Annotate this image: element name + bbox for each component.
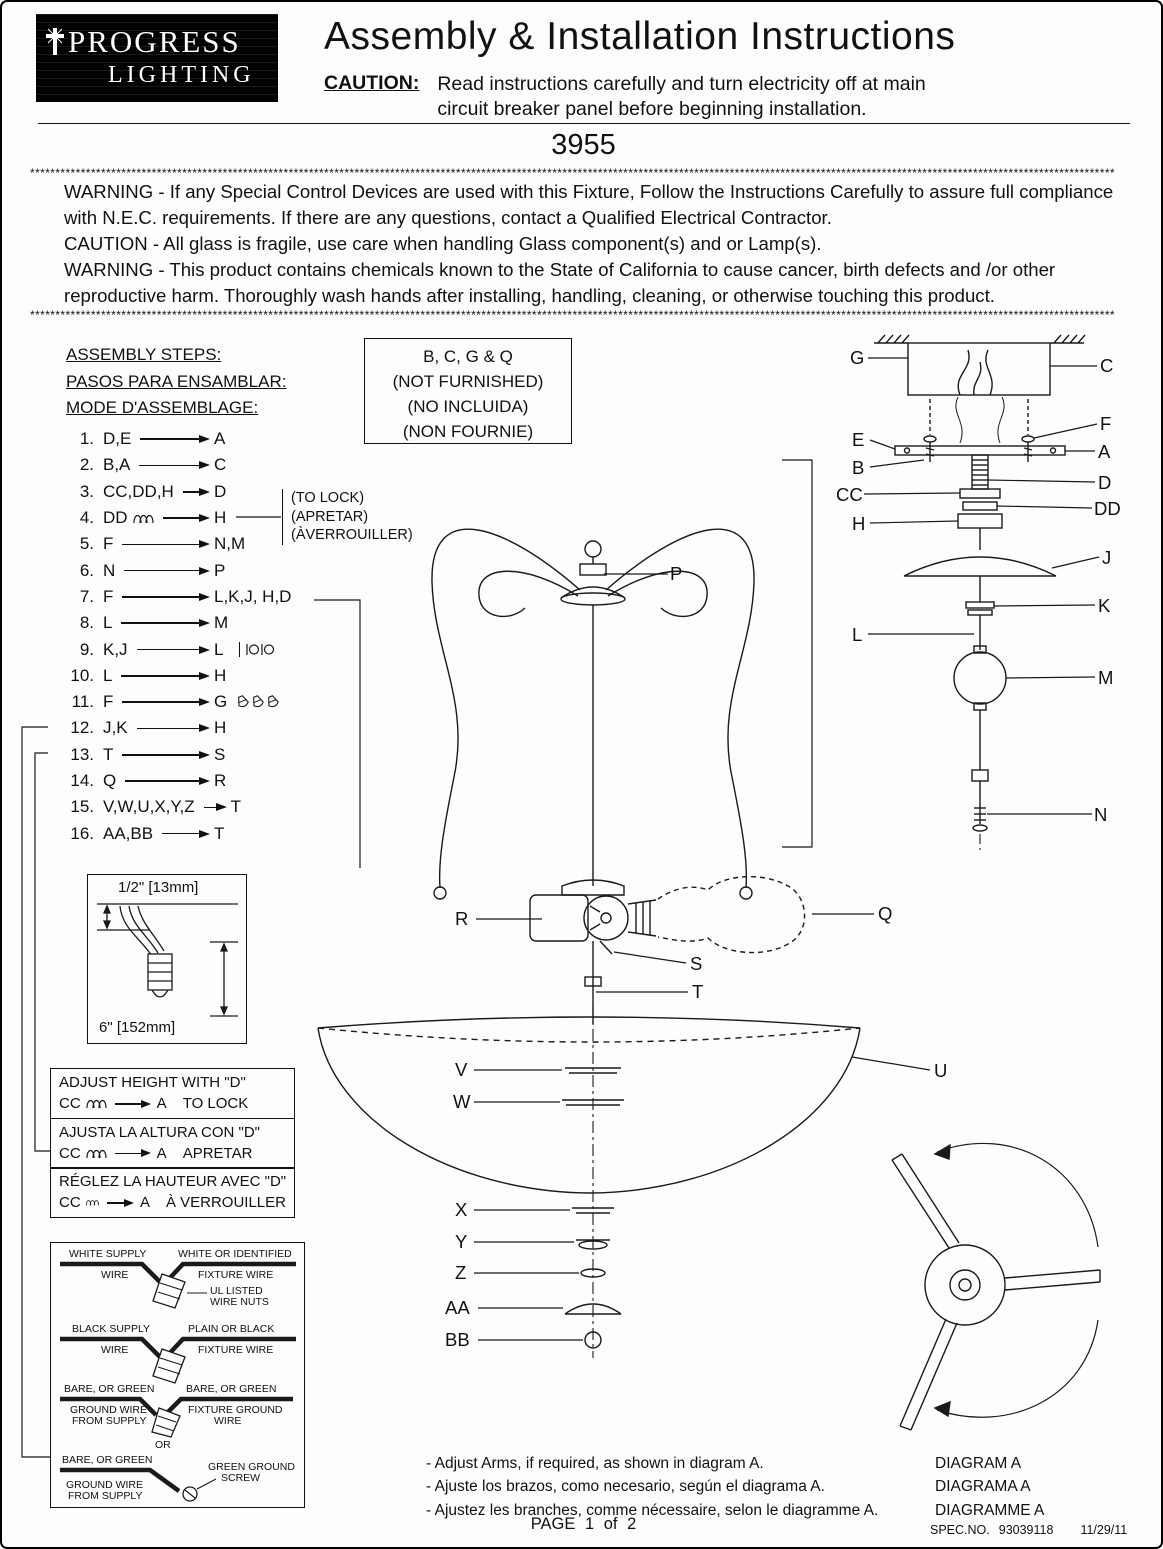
wiring-wire-label: WIRE xyxy=(101,1344,129,1356)
part-label-aa: AA xyxy=(445,1297,470,1318)
wiring-white-identified: WHITE OR IDENTIFIED xyxy=(178,1248,292,1260)
note-es: - Ajuste los brazos, como necesario, según el diagrama A. xyxy=(426,1478,825,1496)
assembly-step-16 xyxy=(64,820,292,846)
step-number: 15. xyxy=(70,797,94,817)
adjust-height-box-en xyxy=(50,1068,295,1119)
step-from: CC,DD,H xyxy=(103,481,174,501)
step-number: 2. xyxy=(79,455,94,475)
adjust-row-en xyxy=(59,1095,286,1112)
logo-brand-sub: LIGHTING xyxy=(108,62,255,88)
assembly-step-1 xyxy=(64,426,292,452)
diagram-a-captions xyxy=(935,1452,1044,1522)
lock-note-en: (TO LOCK) xyxy=(291,490,365,506)
arrow-icon xyxy=(139,465,199,467)
part-label-e: E xyxy=(852,429,865,450)
arrow-icon xyxy=(115,1153,141,1155)
adjust-arms-notes xyxy=(426,1452,878,1522)
caution-glass: CAUTION - All glass is fragile, use care when handling Glass component(s) and or Lamp(s). xyxy=(64,233,822,254)
wire-nut-icon xyxy=(250,693,267,711)
part-label-h: H xyxy=(852,513,866,534)
progress-lighting-logo xyxy=(36,14,278,102)
arrow-icon xyxy=(121,622,199,624)
part-label-c: C xyxy=(1100,355,1114,376)
wiring-green-ground: GREEN GROUND xyxy=(208,1461,295,1473)
part-label-a: A xyxy=(1098,441,1111,462)
adjust-action: À VERROUILLER xyxy=(165,1194,286,1212)
wiring-wire-label: WIRE xyxy=(101,1269,129,1281)
step-number: 16. xyxy=(70,823,94,843)
wiring-bare-green-left: BARE, OR GREEN xyxy=(64,1383,155,1395)
adjust-height-instructions xyxy=(50,1070,295,1218)
spring-icon xyxy=(85,1147,107,1160)
assembly-heading-en: ASSEMBLY STEPS: xyxy=(66,345,222,364)
step-number: 9. xyxy=(79,639,94,659)
part-label-p: P xyxy=(670,563,683,584)
step-number: 8. xyxy=(79,613,94,633)
part-label-bb: BB xyxy=(445,1329,470,1350)
step-number: 3. xyxy=(79,481,94,501)
assembly-step-2 xyxy=(64,452,292,478)
arrow-icon xyxy=(162,833,199,835)
diagram-a-en: DIAGRAM A xyxy=(935,1455,1022,1472)
step-from: L xyxy=(103,665,113,685)
assembly-step-5 xyxy=(64,531,292,557)
part-label-b: B xyxy=(852,457,865,478)
adjust-target: A xyxy=(156,1144,167,1162)
step-to: D xyxy=(214,481,227,501)
asterisk-divider-bottom: ********************************************************************************************************************************************************************************************************************** xyxy=(30,308,1115,322)
step-to: T xyxy=(230,797,242,817)
part-label-t: T xyxy=(692,981,704,1002)
spec-label: SPEC.NO. xyxy=(930,1523,990,1537)
coupling-icon xyxy=(245,642,260,657)
step-to: L xyxy=(214,640,292,660)
spring-icon xyxy=(85,1097,107,1110)
step-from: B,A xyxy=(103,455,131,475)
part-label-j: J xyxy=(1102,547,1112,568)
warning-special-controls: WARNING - If any Special Control Devices are used with this Fixture, Follow the Instructions Carefully to assure full compliance with N.E.C. requirements. If there are any questions, contact a Qualified Electrical Contractor. xyxy=(64,181,1114,228)
wiring-fixture-wire-label: FIXTURE WIRE xyxy=(198,1269,274,1281)
step-from: K,J xyxy=(103,639,128,659)
step-from: Q xyxy=(103,771,117,790)
step-from: J,K xyxy=(103,718,128,738)
assembly-step-14 xyxy=(64,768,292,794)
lock-note-es: (APRETAR) xyxy=(291,508,369,525)
exploded-view-diagram xyxy=(782,335,1085,852)
step-from: N xyxy=(103,560,116,580)
lock-note-fr: (ÀVERROUILLER) xyxy=(291,527,413,544)
adjust-target: A xyxy=(156,1095,167,1113)
arrow-icon xyxy=(122,544,199,546)
not-furnished-en: (NOT FURNISHED) xyxy=(392,372,544,391)
arrow-icon xyxy=(163,517,199,519)
part-label-f: F xyxy=(1100,413,1112,434)
wiring-ul-listed: UL LISTED xyxy=(210,1285,263,1297)
part-label-q: Q xyxy=(878,903,893,924)
assembly-steps-list xyxy=(64,426,292,847)
arrow-icon xyxy=(137,728,199,730)
part-label-r: R xyxy=(455,908,469,929)
part-label-g: G xyxy=(850,347,865,368)
warnings-block xyxy=(64,179,1116,309)
spring-icon xyxy=(132,512,154,525)
wiring-wire-nuts: WIRE NUTS xyxy=(210,1296,269,1308)
model-number: 3955 xyxy=(551,129,616,161)
half-inch-dimension: 1/2" [13mm] xyxy=(118,879,199,896)
wiring-bare-green-right: BARE, OR GREEN xyxy=(186,1383,277,1395)
arrow-icon xyxy=(204,807,216,809)
adjust-title-fr: RÉGLEZ LA HAUTEUR AVEC "D" xyxy=(59,1173,287,1191)
adjust-part: CC xyxy=(59,1144,81,1162)
assembly-heading-fr: MODE D'ASSEMBLAGE: xyxy=(66,398,259,417)
wiring-or-label: OR xyxy=(155,1439,171,1451)
step-to: S xyxy=(214,744,226,764)
adjust-height-box-fr xyxy=(50,1167,295,1218)
header-divider xyxy=(38,123,1130,124)
step-to: H xyxy=(214,508,227,528)
step-to: T xyxy=(214,823,225,843)
not-furnished-es: (NO INCLUIDA) xyxy=(407,397,529,416)
adjust-title-es: AJUSTA LA ALTURA CON "D" xyxy=(59,1123,260,1141)
adjust-action: TO LOCK xyxy=(182,1095,249,1113)
step-from: AA,BB xyxy=(103,823,154,843)
part-label-s: S xyxy=(690,953,703,974)
adjust-target: A xyxy=(139,1194,150,1212)
assembly-step-7 xyxy=(64,584,292,610)
lock-notes xyxy=(282,489,413,545)
step-from: DD xyxy=(103,508,154,528)
part-label-u: U xyxy=(934,1060,948,1081)
part-label-cc: CC xyxy=(836,484,863,505)
step-to: H xyxy=(214,718,227,738)
adjust-title-en: ADJUST HEIGHT WITH "D" xyxy=(59,1074,246,1092)
asterisk-divider-top: ********************************************************************************************************************************************************************************************************************** xyxy=(30,166,1115,180)
arrow-icon xyxy=(122,701,199,703)
wiring-white-supply: WHITE SUPPLY xyxy=(69,1248,147,1260)
assembly-step-11 xyxy=(64,689,292,715)
diagram-a-fr: DIAGRAMME A xyxy=(935,1501,1045,1519)
adjust-height-box-es xyxy=(50,1118,295,1169)
wiring-from-supply2: FROM SUPPLY xyxy=(68,1490,143,1502)
part-label-k: K xyxy=(1098,595,1111,616)
arrow-icon xyxy=(137,649,199,651)
wiring-from-supply: FROM SUPPLY xyxy=(72,1415,147,1427)
assembly-step-9 xyxy=(64,636,292,662)
step-from: F xyxy=(103,534,114,554)
step-from: F xyxy=(103,586,114,606)
part-label-z: Z xyxy=(455,1262,467,1283)
step-number: 13. xyxy=(70,744,94,764)
diagram-a-drawing xyxy=(892,1143,1100,1430)
caution-label: CAUTION: xyxy=(324,72,420,94)
main-fixture-diagram xyxy=(318,529,863,1358)
warning-california: WARNING - This product contains chemicals known to the State of California to cause cancer, birth defects and /or other reproductive harm. Thoroughly wash hands after installing, handling, cleaning, or otherwise touching this product. xyxy=(64,259,1056,306)
part-label-y: Y xyxy=(455,1231,468,1252)
arrow-icon xyxy=(122,754,199,756)
arrow-icon xyxy=(115,1103,141,1105)
not-furnished-box xyxy=(364,338,572,444)
adjust-part: CC xyxy=(59,1194,81,1212)
step-to: L,K,J, H,D xyxy=(214,586,292,606)
arrow-icon xyxy=(124,570,199,572)
wiring-plain-black: PLAIN OR BLACK xyxy=(188,1323,275,1335)
arrow-icon xyxy=(107,1202,124,1204)
step-from: T xyxy=(103,744,114,764)
note-en: - Adjust Arms, if required, as shown in diagram A. xyxy=(426,1455,764,1472)
part-label-x: X xyxy=(455,1199,468,1220)
step-number: 6. xyxy=(79,560,94,580)
step-to: N,M xyxy=(214,534,246,554)
step-number: 1. xyxy=(79,429,94,449)
step-number: 12. xyxy=(70,718,94,738)
step-number: 11. xyxy=(71,692,94,712)
wiring-fixture-wire-label: FIXTURE WIRE xyxy=(198,1344,274,1356)
page-title: Assembly & Installation Instructions xyxy=(324,15,956,58)
part-label-l: L xyxy=(852,624,863,645)
step-number: 4. xyxy=(79,508,94,528)
six-inch-dimension: 6" [152mm] xyxy=(99,1019,176,1036)
arrow-icon xyxy=(125,780,199,782)
diagram-a-es: DIAGRAMA A xyxy=(935,1478,1031,1496)
step-number: 7. xyxy=(79,586,94,606)
spec-number: 93039118 xyxy=(998,1523,1054,1537)
caution-line-1: Read instructions carefully and turn electricity off at main xyxy=(437,73,926,95)
step-to: P xyxy=(214,560,226,580)
step-number: 5. xyxy=(79,534,94,554)
caution-line-2: circuit breaker panel before beginning installation. xyxy=(437,98,867,120)
step-to: R xyxy=(214,771,227,790)
step-from: V,W,U,X,Y,Z xyxy=(103,797,195,817)
part-label-v: V xyxy=(455,1059,468,1080)
step-to: M xyxy=(214,613,229,633)
adjust-row-es xyxy=(59,1145,286,1162)
assembly-step-3 xyxy=(64,479,292,505)
part-label-w: W xyxy=(453,1091,471,1112)
wiring-ground-wire2: GROUND WIRE xyxy=(66,1479,143,1491)
assembly-step-10 xyxy=(64,663,292,689)
assembly-heading-es: PASOS PARA ENSAMBLAR: xyxy=(66,371,287,391)
assembly-steps-heading xyxy=(66,342,286,422)
header-caution xyxy=(324,72,926,122)
exploded-view-leader-lines xyxy=(864,358,1099,814)
adjust-action: APRETAR xyxy=(182,1144,253,1162)
step-to: C xyxy=(214,455,227,475)
step-to: H xyxy=(214,665,227,685)
assembly-step-12 xyxy=(64,715,292,741)
spring-icon xyxy=(85,1196,99,1209)
not-furnished-parts: B, C, G & Q xyxy=(423,347,513,366)
wiring-bare-green-left2: BARE, OR GREEN xyxy=(62,1454,153,1466)
assembly-step-15 xyxy=(64,794,292,820)
wire-nut-icon xyxy=(235,693,252,711)
arrow-icon xyxy=(140,438,199,440)
assembly-step-8 xyxy=(64,610,292,636)
wire-nut-icon xyxy=(265,693,282,711)
part-label-n: N xyxy=(1094,804,1108,825)
wiring-fixture-ground: FIXTURE GROUND xyxy=(188,1404,283,1416)
coupling-icon xyxy=(260,642,275,657)
step-from: L xyxy=(103,613,113,633)
arrow-icon xyxy=(121,675,199,677)
step-number: 10. xyxy=(70,665,94,685)
step-to: A xyxy=(214,429,226,449)
not-furnished-fr: (NON FOURNIE) xyxy=(402,422,534,441)
assembly-step-4 xyxy=(64,505,292,531)
adjust-row-fr xyxy=(59,1194,286,1211)
wiring-screw-label: SCREW xyxy=(221,1472,261,1484)
step-to: G xyxy=(214,692,292,712)
arrow-icon xyxy=(122,596,199,598)
wiring-wire-label: WIRE xyxy=(214,1415,242,1427)
step-number: 14. xyxy=(70,771,94,790)
arrow-icon xyxy=(183,491,199,493)
spec-info xyxy=(930,1523,1127,1537)
progress-cross-icon xyxy=(46,27,64,57)
part-label-d: D xyxy=(1098,472,1112,493)
step-from: D,E xyxy=(103,429,132,449)
wiring-black-supply: BLACK SUPPLY xyxy=(72,1323,151,1335)
step-from: F xyxy=(103,692,114,712)
logo-brand-name: PROGRESS xyxy=(68,24,241,59)
revision-date: 11/29/11 xyxy=(1080,1523,1128,1537)
assembly-step-13 xyxy=(64,742,292,768)
part-label-dd: DD xyxy=(1094,498,1121,519)
note-fr: - Ajustez les branches, comme nécessaire, selon le diagramme A. xyxy=(426,1501,879,1519)
wiring-ground-wire: GROUND WIRE xyxy=(70,1404,147,1416)
page-indicator: PAGE 1 of 2 xyxy=(530,1515,637,1533)
caution-text xyxy=(437,72,925,122)
part-label-m: M xyxy=(1098,667,1114,688)
adjust-part: CC xyxy=(59,1095,81,1113)
assembly-step-6 xyxy=(64,557,292,583)
